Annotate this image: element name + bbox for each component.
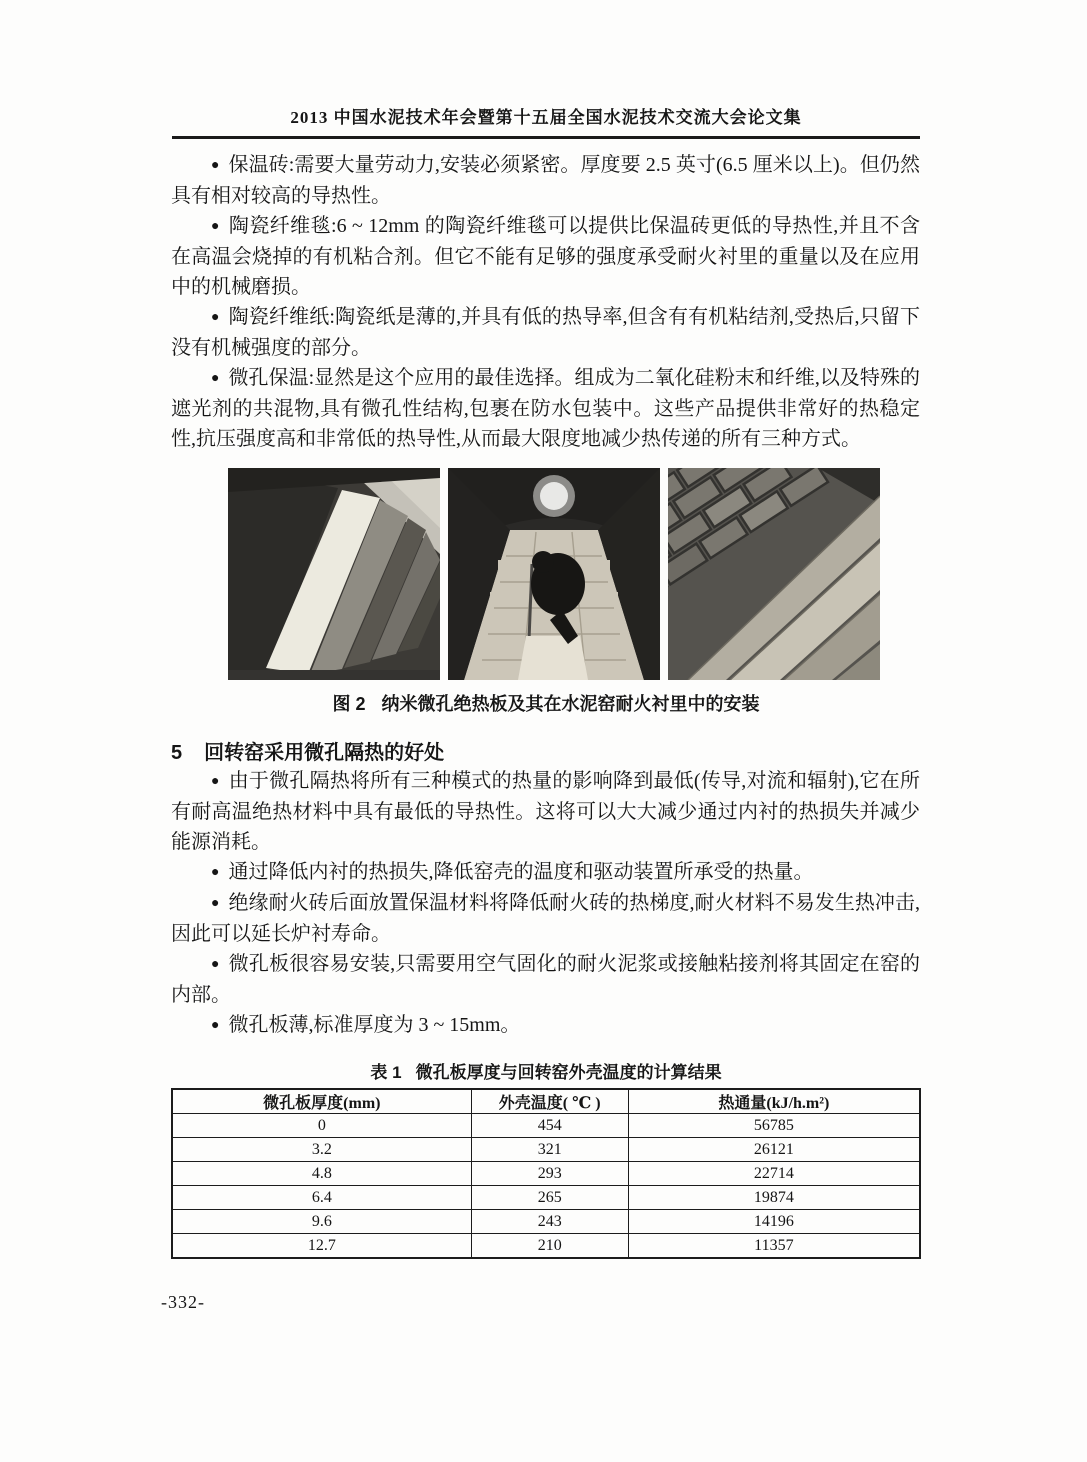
table-cell: 210 (471, 1234, 628, 1259)
figure-caption-text: 纳米微孔绝热板及其在水泥窑耐火衬里中的安装 (381, 694, 760, 714)
page-number: -332- (161, 1292, 205, 1312)
figure2-photo-kiln-interior-installation (448, 468, 660, 680)
table-cell: 321 (471, 1138, 628, 1162)
list-item-text: 微孔板薄,标准厚度为 3 ~ 15mm。 (228, 1014, 521, 1036)
column-header-heat-flux: 热通量(kJ/h.m²) (628, 1089, 920, 1114)
list-item (171, 857, 920, 888)
paragraph (171, 302, 920, 363)
table-cell: 11357 (628, 1234, 920, 1259)
table-cell: 19874 (628, 1186, 920, 1210)
table-cell: 26121 (628, 1138, 920, 1162)
table-cell: 12.7 (172, 1234, 471, 1259)
figure-caption (171, 690, 921, 716)
section-heading (171, 736, 920, 765)
table-row (172, 1138, 920, 1162)
figure-caption-label: 图 2 (332, 694, 366, 714)
bullet-icon: ● (211, 310, 220, 325)
table-row (172, 1186, 920, 1210)
table-cell: 243 (471, 1210, 628, 1234)
column-header-shell-temp: 外壳温度( ℃ ) (471, 1089, 628, 1114)
table-row (172, 1210, 920, 1234)
table-cell: 22714 (628, 1162, 920, 1186)
bullet-icon: ● (211, 957, 220, 972)
paragraph-text: 微孔保温:显然是这个应用的最佳选择。组成为二氧化硅粉末和纤维,以及特殊的遮光剂的共混物,具有微孔性结构,包裹在防水包装中。这些产品提供非常好的热稳定性,抗压强度高和非常低的热导性,从而最大限度地减少热传递的所有三种方式。 (171, 367, 920, 450)
paragraph (171, 211, 920, 302)
table-row (172, 1234, 920, 1259)
header-rule (172, 136, 920, 139)
bullet-icon: ● (211, 865, 220, 880)
table-cell: 265 (471, 1186, 628, 1210)
column-header-thickness: 微孔板厚度(mm) (172, 1089, 471, 1114)
section-bullet-list (171, 766, 920, 1041)
list-item-text: 绝缘耐火砖后面放置保温材料将降低耐火砖的热梯度,耐火材料不易发生热冲击,因此可以延长炉衬寿命。 (171, 892, 920, 945)
section-number: 5 (171, 742, 183, 764)
list-item (171, 888, 920, 949)
table-cell: 3.2 (172, 1138, 471, 1162)
page-header-title: 2013 中国水泥技术年会暨第十五届全国水泥技术交流大会论文集 (290, 108, 802, 127)
table-cell: 454 (471, 1114, 628, 1138)
table-header-row (172, 1089, 920, 1114)
table-cell: 14196 (628, 1210, 920, 1234)
table-row (172, 1162, 920, 1186)
list-item (171, 949, 920, 1010)
table-cell: 0 (172, 1114, 471, 1138)
figure2-photo-insulation-boards (228, 468, 440, 680)
table-cell: 9.6 (172, 1210, 471, 1234)
list-item-text: 微孔板很容易安装,只需要用空气固化的耐火泥浆或接触粘接剂将其固定在窑的内部。 (171, 953, 921, 1006)
list-item-text: 由于微孔隔热将所有三种模式的热量的影响降到最低(传导,对流和辐射),它在所有耐高温绝热材料中具有最低的导热性。这将可以大大减少通过内衬的热损失并减少能源消耗。 (171, 770, 920, 853)
table-cell: 6.4 (172, 1186, 471, 1210)
bullet-icon: ● (211, 371, 220, 386)
bullet-icon: ● (211, 774, 220, 789)
bullet-icon: ● (211, 1018, 220, 1033)
list-item (171, 766, 920, 857)
paragraph (171, 363, 920, 454)
table-cell: 293 (471, 1162, 628, 1186)
table-title-label: 表 1 (370, 1063, 402, 1082)
list-item-text: 通过降低内衬的热损失,降低窑壳的温度和驱动装置所承受的热量。 (228, 861, 814, 883)
section-title: 回转窑采用微孔隔热的好处 (204, 742, 445, 764)
paragraph-text: 陶瓷纤维纸:陶瓷纸是薄的,并具有低的热导率,但含有有机粘结剂,受热后,只留下没有机械强度的部分。 (171, 306, 920, 359)
table-title-text: 微孔板厚度与回转窑外壳温度的计算结果 (415, 1063, 722, 1082)
results-table (171, 1088, 921, 1259)
bullet-icon: ● (211, 219, 220, 234)
intro-paragraphs (171, 150, 920, 454)
bullet-icon: ● (211, 896, 220, 911)
bullet-icon: ● (211, 158, 220, 173)
table-cell: 4.8 (172, 1162, 471, 1186)
list-item (171, 1010, 920, 1041)
table-row (172, 1114, 920, 1138)
table-cell: 56785 (628, 1114, 920, 1138)
figure2-photos (228, 468, 881, 680)
figure2-photo-brick-lining (668, 468, 880, 680)
paragraph-text: 陶瓷纤维毯:6 ~ 12mm 的陶瓷纤维毯可以提供比保温砖更低的导热性,并且不含在高温会烧掉的有机粘合剂。但它不能有足够的强度承受耐火衬里的重量以及在应用中的机械磨损。 (171, 215, 920, 298)
paragraph (171, 150, 920, 211)
paragraph-text: 保温砖:需要大量劳动力,安装必须紧密。厚度要 2.5 英寸(6.5 厘米以上)。但仍然具有相对较高的导热性。 (171, 154, 920, 207)
table-title (171, 1058, 921, 1083)
